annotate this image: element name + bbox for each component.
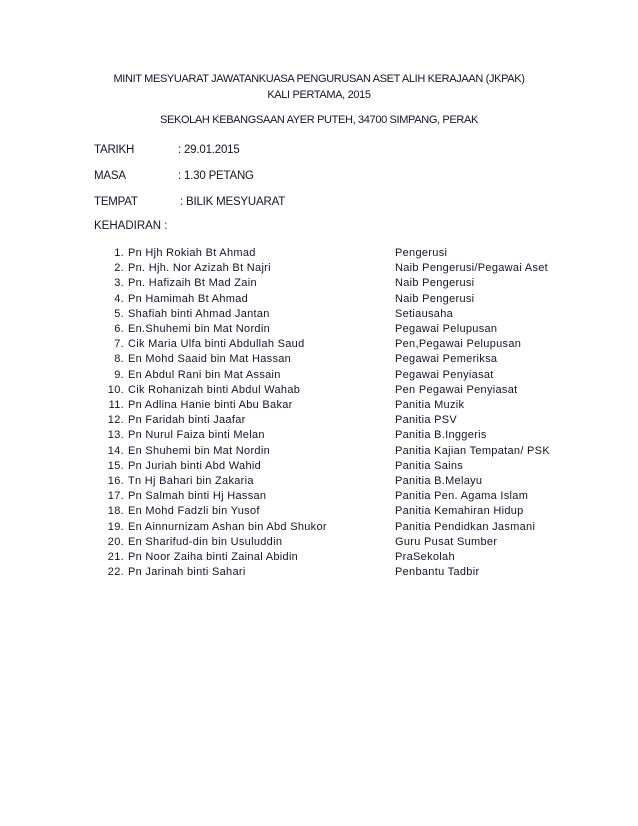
member-number: 1. — [114, 247, 124, 259]
meta-tarikh-value: : 29.01.2015 — [178, 144, 240, 156]
meta-tempat — [94, 196, 286, 208]
list-item — [0, 262, 638, 277]
member-role: Panitia Muzik — [395, 399, 465, 411]
member-number: 17. — [107, 490, 124, 503]
member-number: 7. — [114, 338, 124, 351]
member-role: Pegawai Pemeriksa — [395, 353, 498, 366]
list-item — [0, 338, 638, 353]
list-item — [0, 490, 638, 505]
member-role: Pengerusi — [395, 247, 448, 259]
list-item — [0, 521, 638, 536]
school-address: SEKOLAH KEBANGSAAN AYER PUTEH, 34700 SIMPANG, PERAK — [160, 114, 478, 126]
member-number: 14. — [107, 444, 124, 457]
member-number: 16. — [107, 475, 124, 487]
member-number: 15. — [107, 459, 124, 472]
list-item — [0, 384, 638, 399]
list-item — [0, 566, 638, 581]
list-item — [0, 505, 638, 520]
member-name: Cik Maria Ulfa binti Abdullah Saud — [128, 338, 305, 351]
member-name: En Mohd Fadzli bin Yusof — [128, 505, 260, 518]
member-role: Panitia Pendidkan Jasmani — [395, 520, 536, 533]
member-number: 9. — [114, 368, 124, 381]
member-name: En Sharifud-din bin Usuluddin — [128, 535, 283, 548]
member-role: Panitia PSV — [395, 414, 458, 427]
member-role: Panitia Kajian Tempatan/ PSK — [395, 444, 550, 457]
member-name: Pn Noor Zaiha binti Zainal Abidin — [128, 551, 299, 563]
member-number: 8. — [114, 353, 124, 366]
member-number: 12. — [107, 414, 124, 427]
meta-tarikh-label: TARIKH — [94, 144, 135, 156]
list-item — [0, 429, 638, 444]
member-role: Pegawai Pelupusan — [395, 323, 498, 335]
meta-tempat-value: : BILIK MESYUARAT — [180, 196, 286, 208]
member-number: 20. — [107, 535, 124, 548]
member-role: Setiausaha — [395, 307, 454, 320]
member-name: Cik Rohanizah binti Abdul Wahab — [128, 383, 301, 396]
member-role: Pen Pegawai Penyiasat — [395, 383, 518, 396]
member-number: 3. — [114, 277, 124, 290]
meta-tempat-label: TEMPAT — [94, 196, 138, 208]
meta-masa — [94, 170, 254, 182]
list-item — [0, 460, 638, 475]
list-item — [0, 551, 638, 566]
member-role: Penbantu Tadbir — [395, 566, 480, 579]
member-name: En Abdul Rani bin Mat Assain — [128, 368, 281, 381]
member-name: Pn Juriah binti Abd Wahid — [128, 459, 262, 472]
list-item — [0, 414, 638, 429]
member-number: 2. — [114, 262, 124, 275]
member-name: Pn. Hjh. Nor Azizah Bt Najri — [128, 262, 271, 275]
member-number: 4. — [114, 292, 124, 305]
member-name: En Shuhemi bin Mat Nordin — [128, 444, 271, 457]
member-number: 10. — [107, 383, 124, 396]
member-role: Pen,Pegawai Pelupusan — [395, 338, 522, 351]
member-role: Pegawai Penyiasat — [395, 368, 494, 381]
attendance-heading: KEHADIRAN : — [94, 220, 168, 232]
member-role: Naib Pengerusi — [395, 292, 475, 305]
member-number: 22. — [107, 566, 124, 579]
member-role: Panitia Sains — [395, 459, 464, 472]
list-item — [0, 247, 638, 262]
member-name: Shafiah binti Ahmad Jantan — [128, 307, 270, 320]
member-role: Guru Pusat Sumber — [395, 535, 498, 548]
meta-tarikh — [94, 144, 240, 156]
list-item — [0, 369, 638, 384]
list-item — [0, 399, 638, 414]
list-item — [0, 475, 638, 490]
member-name: Pn Jarinah binti Sahari — [128, 566, 246, 579]
member-role: Panitia Pen. Agama Islam — [395, 490, 529, 503]
member-number: 13. — [107, 429, 124, 442]
member-name: Pn Adlina Hanie binti Abu Bakar — [128, 399, 293, 411]
document-subtitle: KALI PERTAMA, 2015 — [267, 89, 371, 101]
member-name: Pn Salmah binti Hj Hassan — [128, 490, 267, 503]
member-role: PraSekolah — [395, 551, 455, 563]
member-name: En Mohd Saaid bin Mat Hassan — [128, 353, 292, 366]
list-item — [0, 445, 638, 460]
member-number: 19. — [107, 520, 124, 533]
member-role: Panitia B.Inggeris — [395, 429, 487, 442]
meta-masa-label: MASA — [94, 170, 126, 182]
document-title: MINIT MESYUARAT JAWATANKUASA PENGURUSAN ASET ALIH KERAJAAN (JKPAK) — [113, 73, 525, 85]
member-name: En.Shuhemi bin Mat Nordin — [128, 323, 271, 335]
member-number: 5. — [114, 307, 124, 320]
member-number: 21. — [107, 551, 124, 563]
member-name: Pn. Hafizaih Bt Mad Zain — [128, 277, 257, 290]
meta-masa-value: : 1.30 PETANG — [178, 170, 254, 182]
member-number: 18. — [107, 505, 124, 518]
member-name: En Ainnurnizam Ashan bin Abd Shukor — [128, 520, 327, 533]
list-item — [0, 323, 638, 338]
member-role: Naib Pengerusi/Pegawai Aset — [395, 262, 549, 275]
member-role: Naib Pengerusi — [395, 277, 475, 290]
member-number: 11. — [108, 399, 124, 411]
member-number: 6. — [114, 323, 124, 335]
member-name: Pn Hjh Rokiah Bt Ahmad — [128, 247, 256, 259]
list-item — [0, 308, 638, 323]
list-item — [0, 536, 638, 551]
member-role: Panitia B.Melayu — [395, 475, 483, 487]
member-name: Pn Hamimah Bt Ahmad — [128, 292, 249, 305]
member-role: Panitia Kemahiran Hidup — [395, 505, 524, 518]
list-item — [0, 277, 638, 292]
list-item — [0, 293, 638, 308]
member-name: Tn Hj Bahari bin Zakaria — [128, 475, 254, 487]
member-name: Pn Faridah binti Jaafar — [128, 414, 246, 427]
member-name: Pn Nurul Faiza binti Melan — [128, 429, 265, 442]
list-item — [0, 353, 638, 368]
